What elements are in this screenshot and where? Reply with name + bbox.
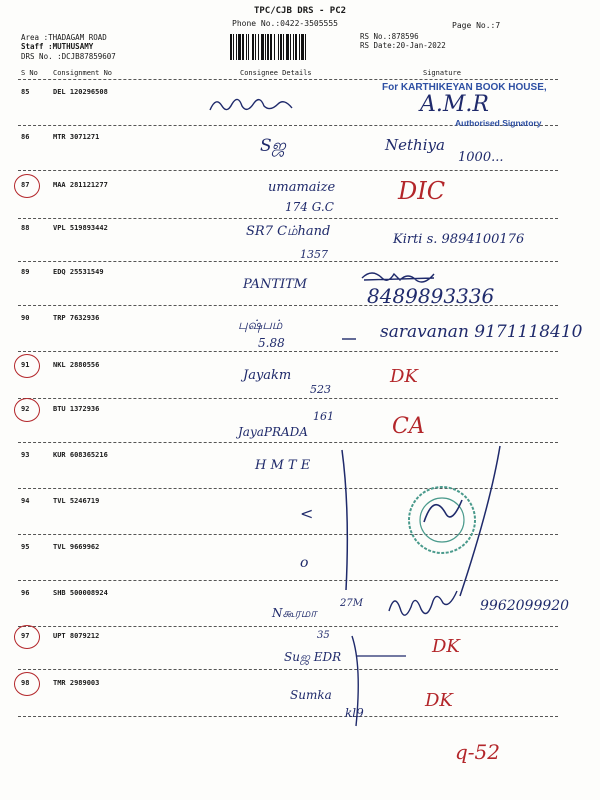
phone-number: Phone No.:0422-3505555 [232, 19, 338, 28]
row-sno: 88 [21, 224, 30, 232]
row-sno: 94 [21, 497, 30, 505]
page-number: Page No.:7 [452, 21, 501, 30]
handwritten-name-r91: Jayakm [243, 368, 292, 383]
handwritten-name-r85 [205, 90, 305, 118]
signature-r89: 8489893336 [367, 284, 495, 308]
column-header-consignment: Consignment No [53, 69, 113, 77]
handwritten-number-r98: kl9 [345, 706, 364, 720]
row-sno: 86 [21, 133, 30, 141]
row-divider [18, 669, 558, 670]
row-sno: 91 [21, 361, 30, 369]
signature-r96: 9962099920 [480, 598, 570, 614]
signature-r92: CA [392, 414, 425, 439]
row-sno: 90 [21, 314, 30, 322]
circle-mark [14, 174, 40, 198]
row-sno: 93 [21, 451, 30, 459]
rs-date: RS Date:20-Jan-2022 [360, 41, 446, 50]
row-consignment-no: EDQ 25531549 [53, 268, 104, 276]
row-divider [18, 626, 558, 627]
handwritten-mark-r94: < [300, 504, 314, 523]
row-divider [18, 716, 558, 717]
header-divider [18, 79, 558, 80]
handwritten-name-r98: Sumka [290, 688, 332, 702]
signature-r87: DIC [398, 177, 446, 205]
circle-mark [14, 398, 40, 422]
row-sno: 85 [21, 88, 30, 96]
signature-r88: Kirti s. 9894100176 [393, 232, 525, 247]
handwritten-number-r96: 27M [340, 598, 363, 609]
handwritten-number-r92: 161 [313, 410, 334, 423]
row-consignment-no: MAA 281121277 [53, 181, 108, 189]
row-consignment-no: TMR 2989003 [53, 679, 100, 687]
barcode-icon [230, 34, 340, 60]
drs-number: DRS No. :DCJB87859607 [21, 52, 116, 61]
round-seal-icon [402, 480, 482, 560]
row-consignment-no: TRP 7632936 [53, 314, 100, 322]
signature-r98: DK [425, 690, 453, 711]
barcode-bar [306, 34, 308, 60]
row-divider [18, 351, 558, 352]
signature-r86: Nethiya [385, 136, 445, 154]
row-divider [18, 398, 558, 399]
row-sno: 95 [21, 543, 30, 551]
row-divider [18, 218, 558, 219]
handwritten-name-r93: H M T E [255, 458, 311, 473]
rs-number: RS No.:878596 [360, 32, 419, 41]
row-consignment-no: VPL 519893442 [53, 224, 108, 232]
row-sno: 96 [21, 589, 30, 597]
row-consignment-no: NKL 2880556 [53, 361, 100, 369]
handwritten-name-r90: புஷ்பம் [238, 318, 283, 333]
handwritten-name-r92: JayaPRADA [238, 425, 308, 439]
handwritten-name-r88: SR7 Cம்hand [246, 224, 331, 239]
row-consignment-no: MTR 3071271 [53, 133, 100, 141]
handwritten-number-r87: 174 G.C [285, 200, 334, 214]
row-sno: 92 [21, 405, 30, 413]
signature-scribble-r96 [385, 585, 465, 625]
handwritten-name-r87: umamaize [268, 180, 336, 195]
signature-r97: DK [432, 636, 460, 657]
company-stamp: For KARTHIKEYAN BOOK HOUSE, [382, 82, 547, 93]
row-sno: 89 [21, 268, 30, 276]
handwritten-name-r86: Sஜ [260, 136, 286, 156]
authorised-signatory-label: Authorised Signatory [455, 118, 542, 128]
footer-note: q-52 [455, 740, 501, 764]
handwritten-number-r91: 523 [310, 383, 331, 396]
row-consignment-no: SHB 500008924 [53, 589, 108, 597]
row-sno: 97 [21, 632, 30, 640]
report-title: TPC/CJB DRS - PC2 [253, 6, 347, 16]
signature-r90: saravanan 9171118410 [380, 322, 583, 342]
circle-mark [14, 672, 40, 696]
row-divider [18, 170, 558, 171]
column-header-sno: S No [21, 69, 38, 77]
row-divider [18, 261, 558, 262]
staff-field: Staff :MUTHUSAMY [21, 42, 94, 51]
handwritten-mark-r95: o [300, 555, 309, 571]
handwritten-name-r89: PANTITM [243, 277, 308, 292]
column-header-consignee: Consignee Details [240, 69, 312, 77]
signature-r86-line2: 1000... [458, 150, 504, 165]
handwritten-number-r90: 5.88 [258, 336, 285, 350]
row-consignment-no: KUR 608365216 [53, 451, 108, 459]
row-consignment-no: BTU 1372936 [53, 405, 100, 413]
row-consignment-no: TVL 9669962 [53, 543, 100, 551]
area-field: Area :THADAGAM ROAD [21, 33, 107, 42]
row-consignment-no: TVL 5246719 [53, 497, 100, 505]
circle-mark [14, 625, 40, 649]
signature-r91: DK [390, 366, 418, 387]
row-consignment-no: DEL 120296508 [53, 88, 108, 96]
row-sno: 98 [21, 679, 30, 687]
dash-mark-r90 [340, 336, 360, 342]
handwritten-number-r97: 35 [317, 630, 330, 641]
signature-r85: A.M.R [420, 92, 489, 117]
handwritten-name-r96: Nகூரமா [272, 606, 317, 620]
handwritten-number-r89: 1357 [300, 248, 328, 261]
column-header-signature: Signature [423, 69, 461, 77]
row-sno: 87 [21, 181, 30, 189]
row-consignment-no: UPT 8079212 [53, 632, 100, 640]
handwritten-name-r97: Suஜ EDR [284, 650, 342, 664]
circle-mark [14, 354, 40, 378]
